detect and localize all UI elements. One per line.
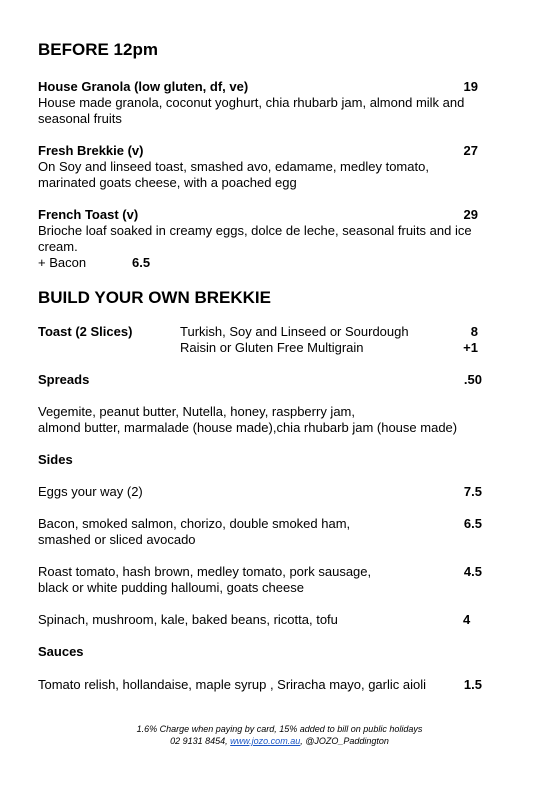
menu-item-desc: Brioche loaf soaked in creamy eggs, dolce de leche, seasonal fruits and ice: [38, 223, 472, 238]
menu-item-desc: cream.: [38, 239, 78, 254]
toast-price-extra: +1: [463, 340, 478, 355]
side-item: Roast tomato, hash brown, medley tomato, pork sausage,: [38, 564, 372, 579]
menu-item-desc: On Soy and linseed toast, smashed avo, edamame, medley tomato,: [38, 159, 429, 174]
sauces-label: Sauces: [38, 644, 84, 659]
side-price: 4: [463, 612, 471, 627]
spreads-label: Spreads: [38, 372, 90, 387]
toast-option: Turkish, Soy and Linseed or Sourdough: [180, 324, 409, 339]
footer-phone: 02 9131 8454,: [170, 736, 231, 746]
spreads-desc: almond butter, marmalade (house made),chia rhubarb jam (house made): [38, 420, 458, 435]
menu-item-price: 29: [463, 207, 478, 222]
side-item: smashed or sliced avocado: [38, 532, 196, 547]
side-item: Bacon, smoked salmon, chorizo, double smoked ham,: [38, 516, 351, 531]
section-heading-build: BUILD YOUR OWN BREKKIE: [38, 288, 271, 307]
menu-item-desc: marinated goats cheese, with a poached egg: [38, 175, 297, 190]
footer-charges: 1.6% Charge when paying by card, 15% added to bill on public holidays: [136, 724, 423, 734]
sides-label: Sides: [38, 452, 73, 467]
side-price: 4.5: [463, 564, 482, 579]
toast-price: 8: [470, 324, 478, 339]
side-price: 7.5: [463, 484, 482, 499]
menu-item-name: Fresh Brekkie (v): [38, 143, 144, 158]
spreads-desc: Vegemite, peanut butter, Nutella, honey, raspberry jam,: [38, 404, 355, 419]
menu-item-name: French Toast (v): [38, 207, 139, 222]
sauces-desc: Tomato relish, hollandaise, maple syrup , Sriracha mayo, garlic aioli: [38, 677, 427, 692]
side-item: Spinach, mushroom, kale, baked beans, ricotta, tofu: [38, 612, 338, 627]
menu-item-desc: House made granola, coconut yoghurt, chia rhubarb jam, almond milk and: [38, 95, 465, 110]
menu-item-price: 19: [463, 79, 478, 94]
side-item: Eggs your way (2): [38, 484, 143, 499]
footer-contact: [0, 736, 559, 746]
menu-item-name: House Granola (low gluten, df, ve): [38, 79, 249, 94]
toast-option: Raisin or Gluten Free Multigrain: [180, 340, 364, 355]
spreads-price: .50: [463, 372, 482, 387]
section-heading-before: BEFORE 12pm: [38, 40, 158, 59]
addon-price: 6.5: [132, 255, 151, 270]
sauces-price: 1.5: [463, 677, 482, 692]
toast-label: Toast (2 Slices): [38, 324, 133, 339]
addon-label: + Bacon: [38, 255, 87, 270]
side-item: black or white pudding halloumi, goats cheese: [38, 580, 304, 595]
website-link[interactable]: www.jozo.com.au: [230, 736, 301, 746]
footer-social: , @JOZO_Paddington: [300, 736, 389, 746]
menu-item-price: 27: [463, 143, 478, 158]
menu-item-desc: seasonal fruits: [38, 111, 122, 126]
side-price: 6.5: [463, 516, 482, 531]
